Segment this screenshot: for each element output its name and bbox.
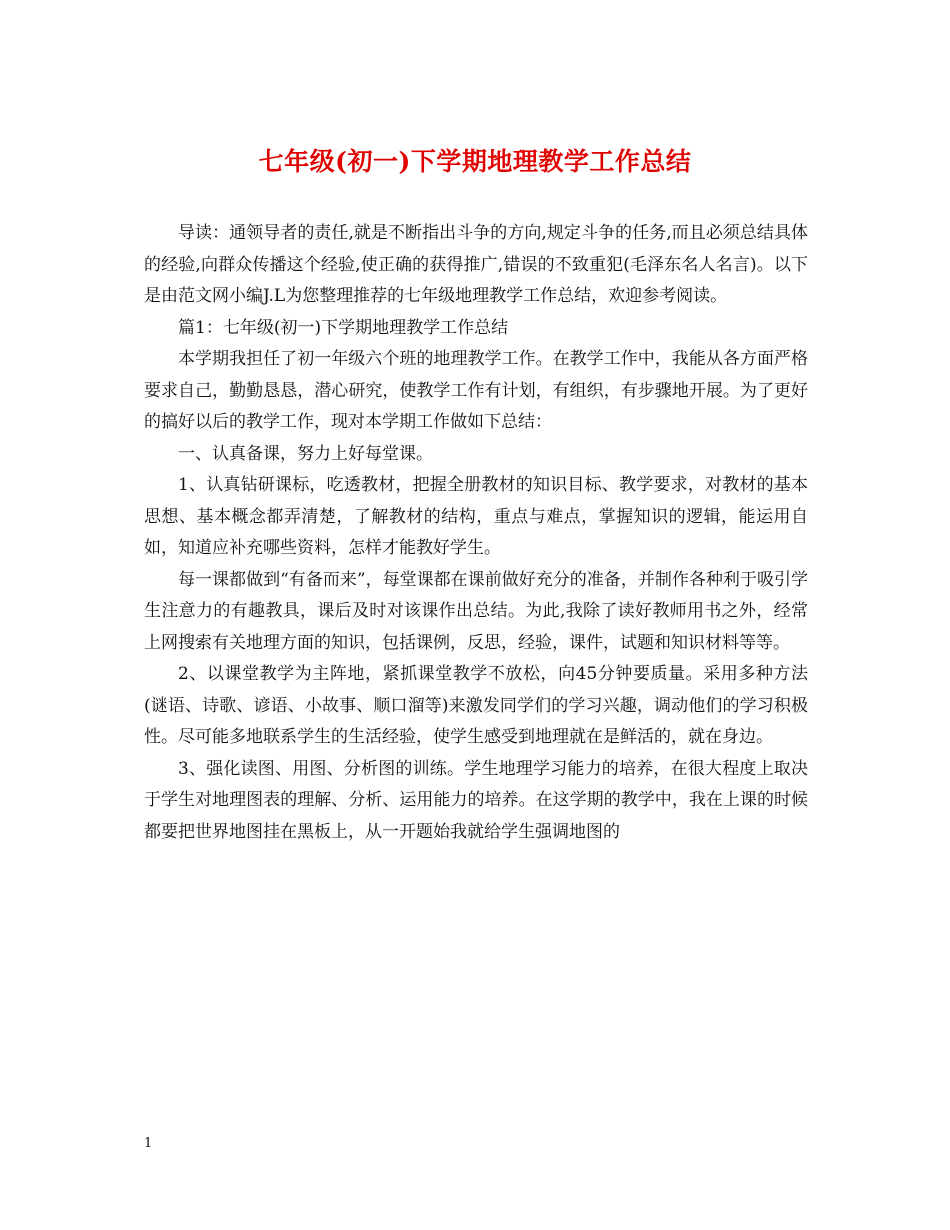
- paragraph-overview: 本学期我担任了初一年级六个班的地理教学工作。在教学工作中，我能从各方面严格要求自己，勤勤恳恳，潜心研究，使教学工作有计划，有组织，有步骤地开展。为了更好的搞好以后的教学工作，现对本学期工作做如下总结：: [144, 349, 808, 432]
- paragraph-item-1: 1、认真钻研课标，吃透教材，把握全册教材的知识目标、教学要求，对教材的基本思想、基本概念都弄清楚，了解教材的结构，重点与难点，掌握知识的逻辑，能运用自如，知道应补充哪些资料，怎样才能教好学生。: [144, 475, 808, 558]
- paragraph-item-3: 3、强化读图、用图、分析图的训练。学生地理学习能力的培养，在很大程度上取决于学生对地理图表的理解、分析、运用能力的培养。在这学期的教学中，我在上课的时候都要把世界地图挂在黑板上，从一开题始我就给学生强调地图的: [144, 758, 808, 842]
- document-body: [144, 218, 808, 848]
- paragraph-item-2: 2、以课堂教学为主阵地，紧抓课堂教学不放松，向45分钟要质量。采用多种方法(谜语、诗歌、谚语、小故事、顺口溜等)来激发同学们的学习兴趣，调动他们的学习积极性。尽可能多地联系学生的生活经验，使学生感受到地理就在是鲜活的，就在身边。: [144, 664, 808, 747]
- paragraph-intro: 导读：通领导者的责任,就是不断指出斗争的方向,规定斗争的任务,而且必须总结具体的经验,向群众传播这个经验,使正确的获得推广,错误的不致重犯(毛泽东名人名言)。以下是由范文网小编J.L为您整理推荐的七年级地理教学工作总结，欢迎参考阅读。: [144, 223, 808, 306]
- paragraph-preparation: 每一课都做到“有备而来”，每堂课都在课前做好充分的准备，并制作各种利于吸引学生注意力的有趣教具，课后及时对该课作出总结。为此,我除了读好教师用书之外，经常上网搜索有关地理方面的知识，包括课例，反思，经验，课件，试题和知识材料等等。: [144, 569, 808, 653]
- page-number: 1: [144, 1136, 153, 1151]
- paragraph-section-heading: 篇1：七年级(初一)下学期地理教学工作总结: [178, 317, 509, 338]
- paragraph-heading-one: 一、认真备课，努力上好每堂课。: [178, 443, 433, 464]
- page-title: 七年级(初一)下学期地理教学工作总结: [258, 147, 692, 176]
